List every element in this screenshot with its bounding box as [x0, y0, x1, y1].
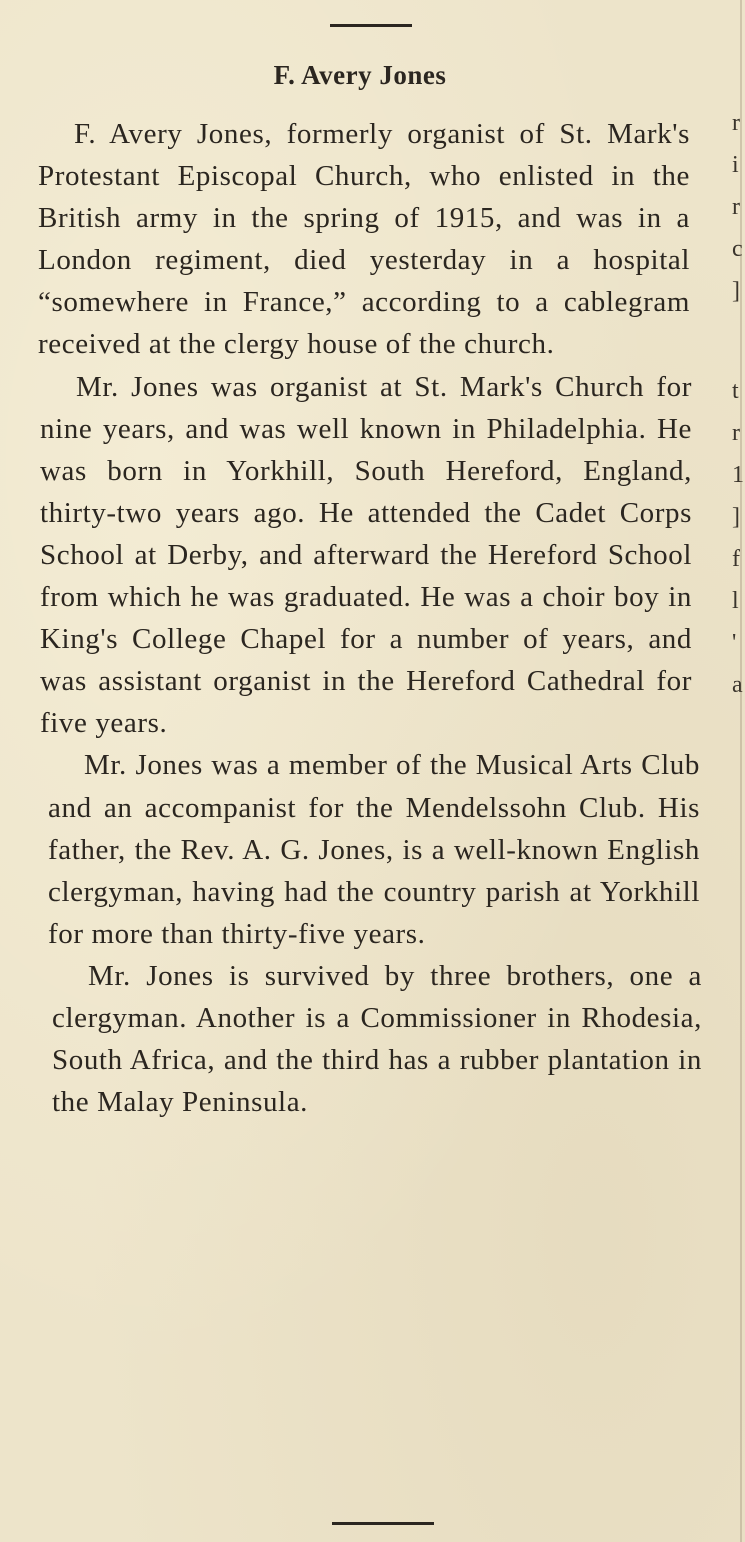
fragment: r	[732, 194, 740, 220]
fragment: f	[732, 546, 740, 572]
fragment: a	[732, 672, 743, 698]
article-body	[38, 113, 702, 1123]
page-edge	[740, 0, 742, 1542]
fragment: ]	[732, 278, 740, 304]
fragment: ]	[732, 504, 740, 530]
article-heading: F. Avery Jones	[273, 60, 447, 90]
fragment: 1	[732, 462, 744, 488]
article-paragraph-2: Mr. Jones was organist at St. Mark's Church for nine years, and was well known in Philadelphia. He was born in Yorkhill, South Hereford, England, thirty-two years ago. He attended the Cadet Corps School at Derby, and afterward the Hereford School from which he was graduated. He was a choir boy in King's College Chapel for a number of years, and was assistant organist in the Hereford Cathedral for five years.	[40, 370, 692, 740]
adjacent-column-fragments	[728, 100, 745, 720]
fragment: c	[732, 236, 743, 262]
fragment: r	[732, 420, 740, 446]
fragment: t	[732, 378, 739, 404]
fragment: r	[732, 110, 740, 136]
fragment: l	[732, 588, 739, 614]
fragment: i	[732, 152, 739, 178]
article-paragraph-4: Mr. Jones is survived by three brothers, one a clergyman. Another is a Commissioner in Rhodesia, South Africa, and the third has a rubber plantation in the Malay Peninsula.	[52, 959, 702, 1119]
bottom-divider-rule	[332, 1522, 434, 1525]
article-paragraph-3: Mr. Jones was a member of the Musical Arts Club and an accompanist for the Mendelssohn Club. His father, the Rev. A. G. Jones, is a well-known English clergyman, having had the country parish at Yorkhill for more than thirty-five years.	[48, 749, 700, 950]
top-divider-rule	[330, 24, 412, 27]
article-paragraph-1: F. Avery Jones, formerly organist of St. Mark's Protestant Episcopal Church, who enlisted in the British army in the spring of 1915, and was in a London regiment, died yesterday in a hospital “somewhere in France,” according to a cablegram received at the clergy house of the church.	[38, 118, 690, 361]
fragment: '	[732, 630, 737, 656]
